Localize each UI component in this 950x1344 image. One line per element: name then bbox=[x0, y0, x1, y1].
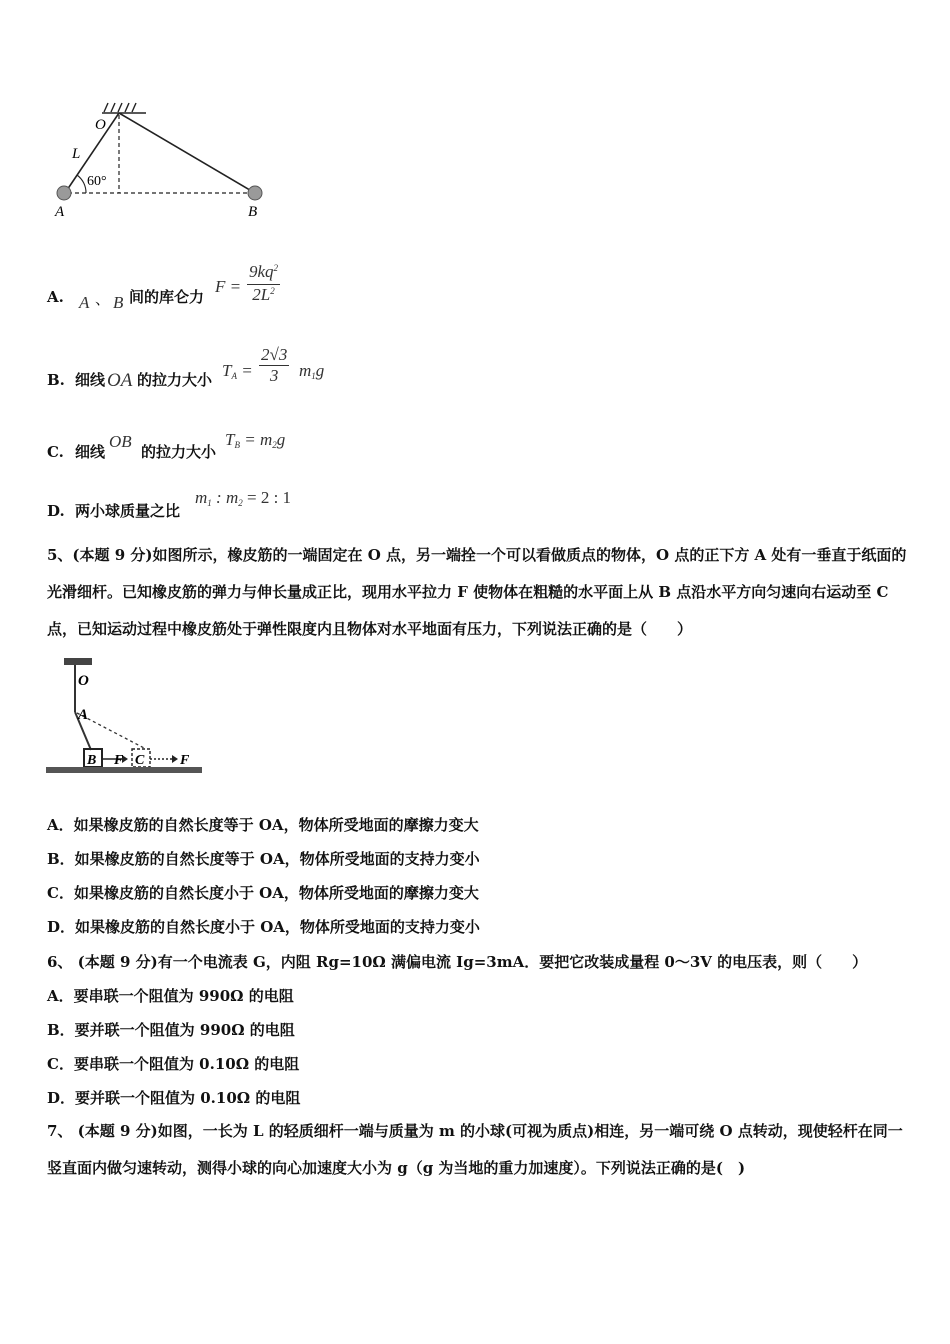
formula-fraction: $\frac{9kq^2}{2L^2}$ bbox=[249, 262, 279, 304]
q5-option-d: D．如果橡皮筋的自然长度小于 OA，物体所受地面的支持力变小 bbox=[47, 918, 480, 936]
label-c: C bbox=[135, 753, 145, 768]
formula-fraction: $\frac{2√3}{3}$ bbox=[261, 345, 288, 385]
option-letter: A. bbox=[47, 288, 64, 306]
option-letter: B. bbox=[47, 371, 65, 389]
label-b: B bbox=[248, 204, 258, 220]
label-o: O bbox=[95, 117, 106, 133]
label-f1: F bbox=[114, 753, 124, 768]
ball-b bbox=[248, 186, 262, 200]
ball-a bbox=[57, 186, 71, 200]
separator: 、 bbox=[95, 290, 111, 308]
label-b: B bbox=[87, 753, 97, 768]
var-b: B bbox=[113, 293, 124, 312]
string-ob bbox=[119, 113, 255, 193]
formula: m1 : m2 = 2 : 1 bbox=[195, 488, 292, 508]
angle-arc bbox=[77, 175, 86, 193]
formula-t: TA = bbox=[222, 361, 253, 381]
option-text: 两小球质量之比 bbox=[75, 502, 181, 520]
label-a: A bbox=[55, 204, 65, 220]
q5-stem: 5、(本题 9 分)如图所示，橡皮筋的一端固定在 O 点，另一端拴一个可以看做质点的物体，O 点的正下方 A 处有一垂直于纸面的光滑细杆。已知橡皮筋的弹力与伸长量成正比，现用水平拉力 F 使物体在粗糙的水平面上从 B 点沿水平方向匀速向右运动至 C 点，已知运动过程中橡皮筋处于弹性限度内且物体对水平地面有压力，下列说法正确的是（ ） bbox=[47, 546, 907, 638]
formula-tail: m1g bbox=[299, 361, 325, 381]
arrow-head-c bbox=[172, 755, 178, 763]
q5-option-b: B．如果橡皮筋的自然长度等于 OA，物体所受地面的支持力变小 bbox=[47, 850, 480, 868]
option-text: 的拉力大小 bbox=[137, 371, 213, 389]
label-f2: F bbox=[180, 753, 190, 768]
label-angle: 60° bbox=[87, 174, 107, 189]
option-prefix: 细线 bbox=[75, 443, 106, 461]
q7-stem: 7、 (本题 9 分)如图，一长为 L 的轻质细杆一端与质量为 m 的小球(可视为质点)相连，另一端可绕 O 点转动，现使轻杆在同一竖直面内做匀速转动，测得小球的向心加速度大小为 g（g 为当地的重力加速度）。下列说法正确的是( ) bbox=[47, 1122, 903, 1177]
var-ob: OB bbox=[109, 432, 132, 451]
option-letter: C. bbox=[47, 443, 64, 461]
q6-option-a: A．要串联一个阻值为 990Ω 的电阻 bbox=[47, 987, 294, 1005]
figure-rubber-band bbox=[44, 655, 204, 780]
var-oa: OA bbox=[107, 370, 133, 391]
option-prefix: 细线 bbox=[75, 371, 106, 389]
label-l: L bbox=[72, 146, 81, 162]
denominator: 2L bbox=[252, 285, 271, 304]
formula: TB = m2g bbox=[225, 430, 286, 450]
q6-option-b: B．要并联一个阻值为 990Ω 的电阻 bbox=[47, 1021, 295, 1039]
ground bbox=[46, 767, 202, 773]
figure-pendulum-oab bbox=[50, 95, 280, 225]
option-text: 的拉力大小 bbox=[141, 443, 217, 461]
ceiling-block bbox=[64, 658, 92, 665]
q5-option-c: C．如果橡皮筋的自然长度小于 OA，物体所受地面的摩擦力变大 bbox=[47, 884, 479, 902]
label-a: A bbox=[78, 707, 89, 723]
option-text: 间的库仑力 bbox=[129, 288, 205, 306]
option-letter: D. bbox=[47, 502, 65, 520]
var-a: A bbox=[79, 293, 90, 312]
label-o: O bbox=[78, 673, 89, 689]
ceiling-hatch bbox=[102, 103, 146, 113]
formula-lhs: F = bbox=[215, 277, 242, 296]
q5-option-a: A．如果橡皮筋的自然长度等于 OA，物体所受地面的摩擦力变大 bbox=[47, 816, 479, 834]
q6-option-d: D．要并联一个阻值为 0.10Ω 的电阻 bbox=[47, 1089, 301, 1107]
q6-stem: 6、 (本题 9 分)有一个电流表 G，内阻 Rg=10Ω 满偏电流 Ig=3mA．要把它改装成量程 0～3V 的电压表，则（ ） bbox=[47, 953, 868, 971]
q6-option-c: C．要串联一个阻值为 0.10Ω 的电阻 bbox=[47, 1055, 300, 1073]
numerator: 9kq bbox=[249, 262, 274, 281]
